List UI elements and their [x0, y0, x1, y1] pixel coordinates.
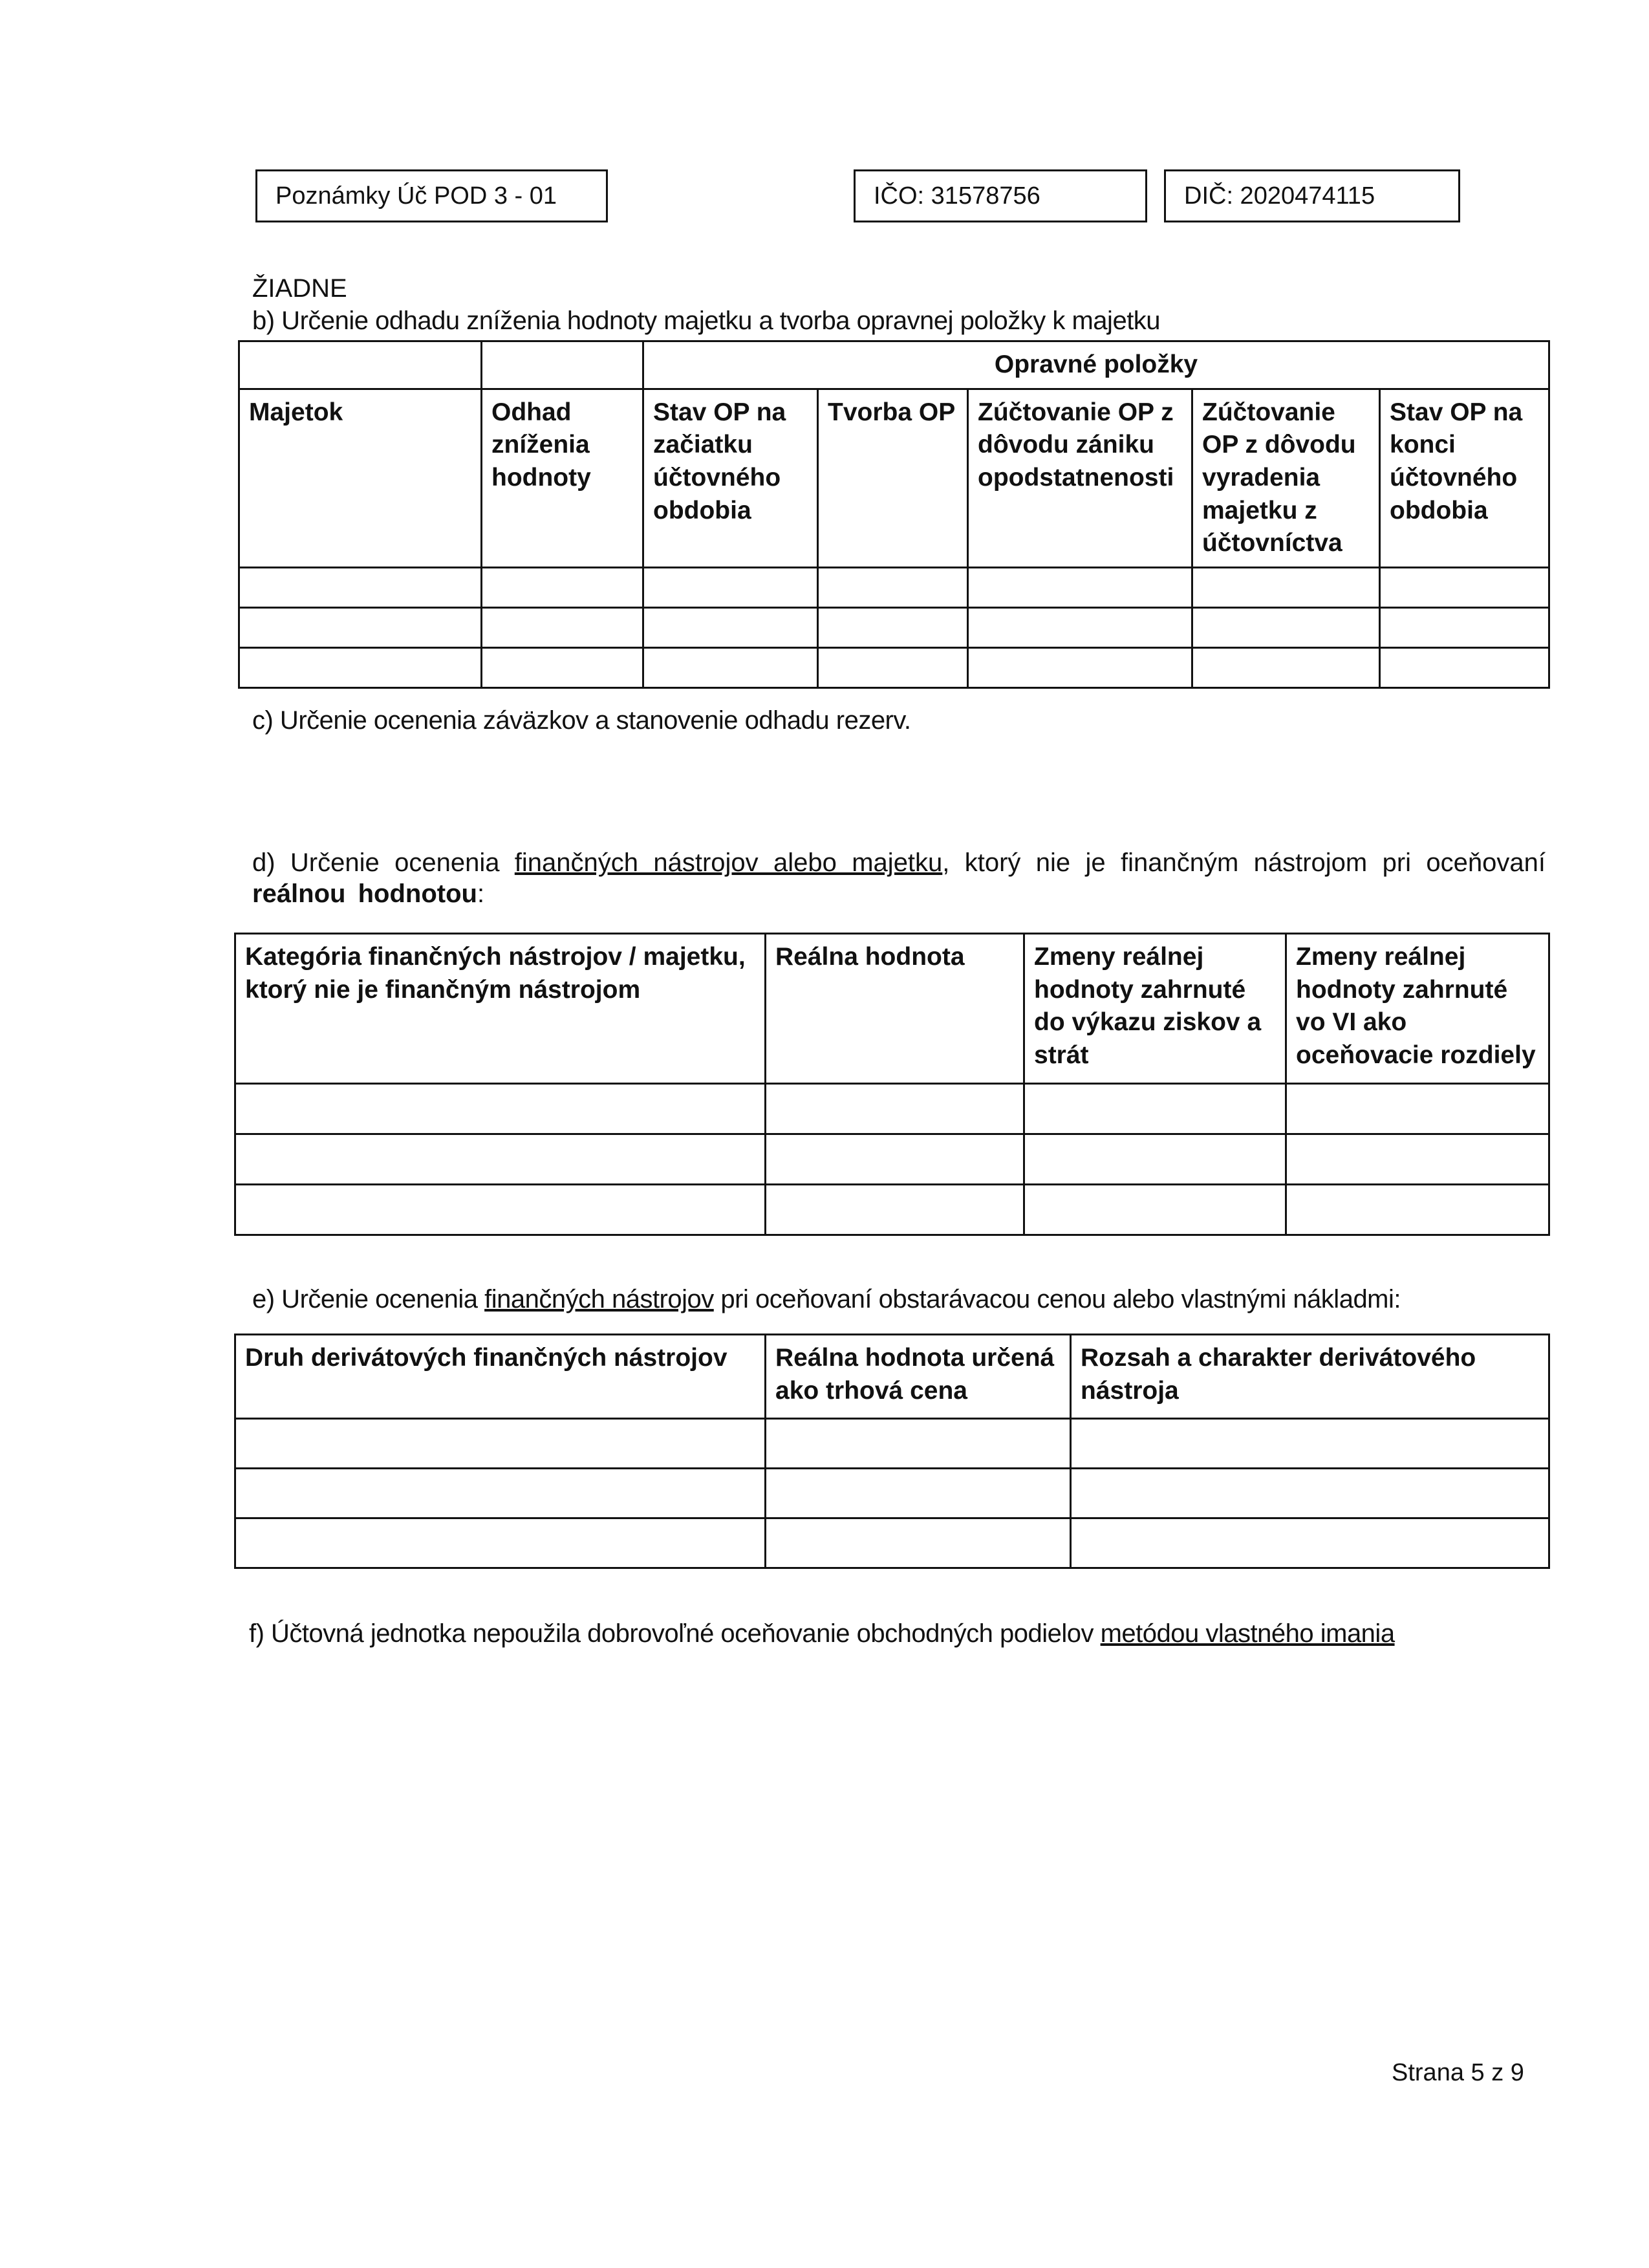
section-d-title — [252, 847, 1546, 909]
section-e-table — [234, 1334, 1550, 1569]
table-row — [235, 1469, 1549, 1518]
section-f-link: metódou vlastného imania — [1100, 1619, 1395, 1648]
section-b-title: b) Určenie odhadu zníženia hodnoty majetku a tvorba opravnej položky k majetku — [252, 307, 1161, 335]
document-label: Poznámky Úč POD 3 - 01 — [275, 182, 557, 210]
col-realna-hodnota-trhova: Reálna hodnota určená ako trhová cena — [766, 1335, 1071, 1419]
section-c-title: c) Určenie ocenenia záväzkov a stanovenie odhadu rezerv. — [252, 706, 911, 735]
table-row — [235, 1518, 1549, 1568]
section-e-title — [252, 1284, 1401, 1315]
table-row — [239, 608, 1549, 648]
table-row — [239, 648, 1549, 688]
dic-value: DIČ: 2020474115 — [1184, 182, 1375, 210]
col-majetok: Majetok — [239, 389, 482, 567]
ico-value: IČO: 31578756 — [874, 182, 1040, 210]
dic-box — [1164, 169, 1460, 222]
page-number: Strana 5 z 9 — [1392, 2059, 1524, 2086]
col-zuctovanie-vyradenie: Zúčtovanie OP z dôvodu vyradenia majetku z účtovníctva — [1192, 389, 1380, 567]
section-f-prefix: f) Účtovná jednotka nepoužila dobrovoľné oceňovanie obchodných podielov — [249, 1619, 1101, 1648]
document-label-box — [255, 169, 608, 222]
col-realna-hodnota: Reálna hodnota — [766, 934, 1024, 1084]
group-spacer-2 — [482, 341, 643, 389]
group-spacer-1 — [239, 341, 482, 389]
table-row — [235, 1419, 1549, 1469]
section-d-table — [234, 933, 1550, 1236]
section-d-suffix: : — [477, 880, 485, 908]
col-stav-op-zaciatok: Stav OP na začiatku účtovného obdobia — [643, 389, 818, 567]
section-e-link: finančných nástrojov — [484, 1285, 714, 1313]
section-d-bold: reálnou hodnotou — [252, 880, 477, 908]
section-e-prefix: e) Určenie ocenenia — [252, 1285, 485, 1313]
ico-box — [854, 169, 1147, 222]
section-b-note: ŽIADNE — [252, 274, 347, 303]
col-rozsah-charakter: Rozsah a charakter derivátového nástroja — [1071, 1335, 1549, 1419]
section-f-title — [249, 1618, 1395, 1649]
col-zmeny-vzs: Zmeny reálnej hodnoty zahrnuté do výkazu ziskov a strát — [1024, 934, 1286, 1084]
col-tvorba-op: Tvorba OP — [818, 389, 968, 567]
table-row — [235, 1185, 1549, 1235]
col-zuctovanie-zanik: Zúčtovanie OP z dôvodu zániku opodstatnenosti — [968, 389, 1192, 567]
col-druh-derivatov: Druh derivátových finančných nástrojov — [235, 1335, 766, 1419]
col-odhad-znizenia: Odhad zníženia hodnoty — [482, 389, 643, 567]
col-zmeny-vi: Zmeny reálnej hodnoty zahrnuté vo VI ako oceňovacie rozdiely — [1286, 934, 1549, 1084]
section-d-link: finančných nástrojov alebo majetku — [514, 848, 943, 877]
table-row — [235, 1084, 1549, 1134]
group-header-opravne-polozky: Opravné položky — [643, 341, 1549, 389]
col-kategoria: Kategória finančných nástrojov / majetku, ktorý nie je finančným nástrojom — [235, 934, 766, 1084]
section-b-table — [238, 340, 1550, 689]
section-d-middle: , ktorý nie je finančným nástrojom pri oceňovaní — [942, 848, 1546, 877]
table-row — [239, 568, 1549, 608]
section-d-prefix: d) Určenie ocenenia — [252, 848, 515, 877]
section-e-suffix: pri oceňovaní obstarávacou cenou alebo vlastnými nákladmi: — [713, 1285, 1401, 1313]
col-stav-op-koniec: Stav OP na konci účtovného obdobia — [1380, 389, 1549, 567]
table-row — [235, 1134, 1549, 1185]
